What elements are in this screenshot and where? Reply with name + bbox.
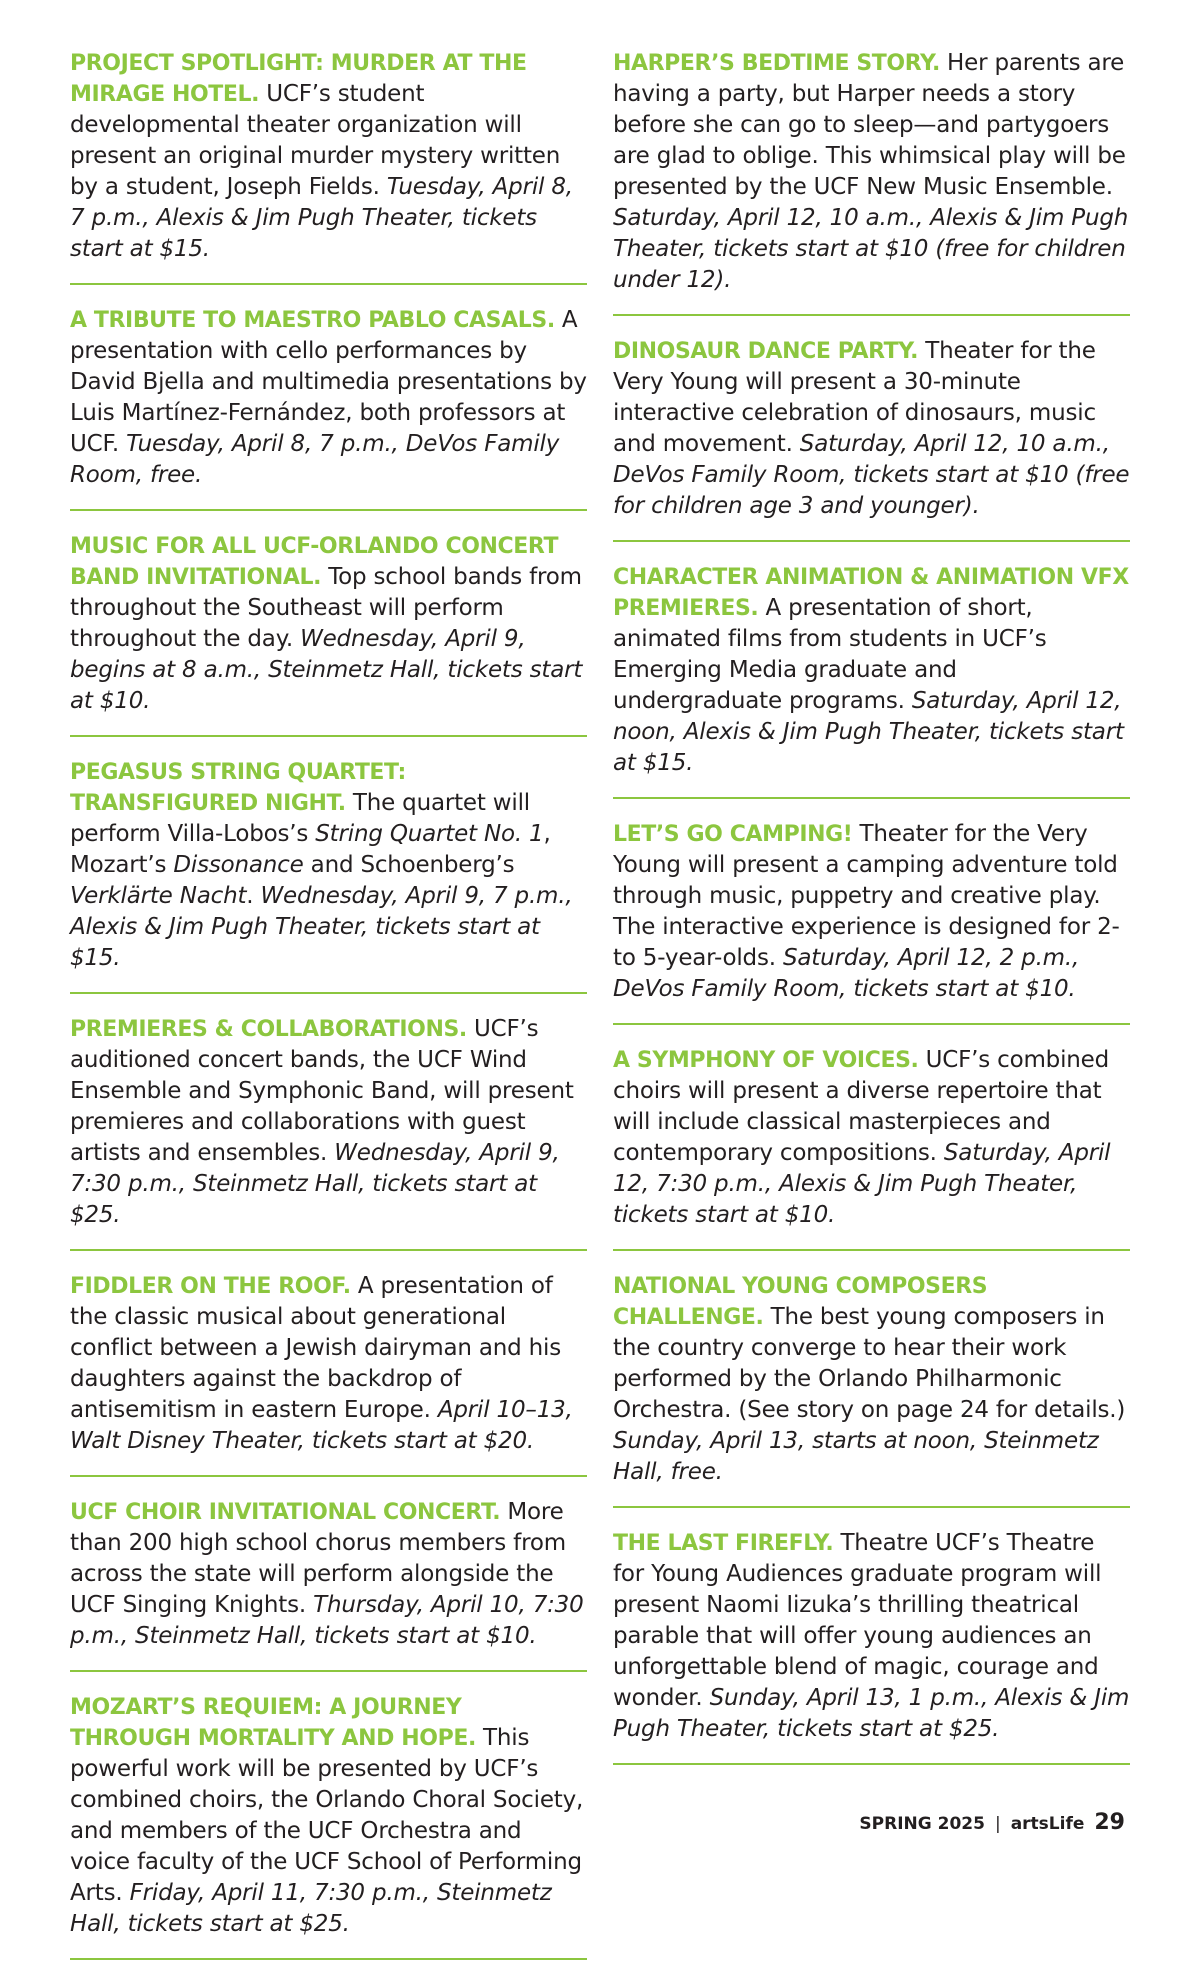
event-title: THE LAST FIREFLY. xyxy=(613,1531,834,1556)
event-details: Wednesday, April 9, 7 p.m., Alexis & Jim Pugh Theater, tickets start at $15. xyxy=(70,883,573,971)
event-description: The best young composers in the country converge to hear their work performed by the Orlando Philharmonic Orchestra. (See story on page 24 for details.) xyxy=(613,1304,1126,1423)
event-entry xyxy=(70,48,587,285)
event-description: UCF’s auditioned concert bands, the UCF Wind Ensemble and Symphonic Band, will present premieres and collaborations with guest artists and ensembles. xyxy=(70,1016,574,1166)
event-details: Friday, April 11, 7:30 p.m., Steinmetz Hall, tickets start at $25. xyxy=(70,1880,552,1937)
issue-label: SPRING 2025 xyxy=(859,1814,985,1834)
event-entry xyxy=(70,1497,587,1672)
event-details: Saturday, April 12, 10 a.m., Alexis & Jim Pugh Theater, tickets start at $10 (free for children under 12). xyxy=(613,205,1129,293)
event-details: Tuesday, April 8, 7 p.m., DeVos Family Room, free. xyxy=(70,431,560,488)
event-entry xyxy=(70,1014,587,1251)
event-title: UCF CHOIR INVITATIONAL CONCERT. xyxy=(70,1500,501,1525)
event-description: , Mozart’s xyxy=(70,821,551,878)
event-description: Theatre UCF’s Theatre for Young Audiences graduate program will present Naomi Iizuka’s thrilling theatrical parable that will offer young audiences an unforgettable blend of magic, courage and wonder. xyxy=(613,1530,1102,1711)
event-entry xyxy=(70,305,587,511)
event-description: . xyxy=(246,883,261,909)
event-title: HARPER’S BEDTIME STORY. xyxy=(613,51,940,76)
event-title: PREMIERES & COLLABORATIONS. xyxy=(70,1017,467,1042)
event-title: DINOSAUR DANCE PARTY. xyxy=(613,339,919,364)
page-number: 29 xyxy=(1094,1810,1125,1835)
event-description: Top school bands from throughout the Southeast will perform throughout the day. xyxy=(70,564,582,652)
event-entry xyxy=(70,1692,587,1960)
event-details: String Quartet No. 1 xyxy=(315,821,544,847)
event-title: FIDDLER ON THE ROOF. xyxy=(70,1274,351,1299)
event-details: Sunday, April 13, starts at noon, Steinmetz Hall, free. xyxy=(613,1428,1099,1485)
event-title: NATIONAL YOUNG COMPOSERS CHALLENGE. xyxy=(613,1274,988,1330)
event-details: Wednesday, April 9, 7:30 p.m., Steinmetz Hall, tickets start at $25. xyxy=(70,1140,560,1228)
event-title: MOZART’S REQUIEM: A JOURNEY THROUGH MORTALITY AND HOPE. xyxy=(70,1695,476,1751)
event-entry xyxy=(613,336,1130,542)
event-details: Verklärte Nacht xyxy=(70,883,247,909)
event-details: Tuesday, April 8, 7 p.m., Alexis & Jim Pugh Theater, tickets start at $15. xyxy=(70,174,573,262)
event-details: Saturday, April 12, noon, Alexis & Jim Pugh Theater, tickets start at $15. xyxy=(613,688,1124,776)
event-title: LET’S GO CAMPING! xyxy=(613,822,853,847)
event-description: Theater for the Very Young will present a 30-minute interactive celebration of dinosaurs, music and movement. xyxy=(613,338,1096,457)
event-entry xyxy=(70,757,587,994)
event-title: PEGASUS STRING QUARTET: TRANSFIGURED NIGHT. xyxy=(70,760,406,816)
event-description: A presentation of short, animated films from students in UCF’s Emerging Media graduate and undergraduate programs. xyxy=(613,595,1047,714)
event-entry xyxy=(613,1528,1130,1765)
event-entry xyxy=(613,48,1130,316)
event-description: UCF’s combined choirs will present a diverse repertoire that will include classical masterpieces and contemporary compositions. xyxy=(613,1047,1109,1166)
event-description: More than 200 high school chorus members from across the state will perform alongside the UCF Singing Knights. xyxy=(70,1499,566,1618)
event-entry xyxy=(613,819,1130,1025)
event-details: Wednesday, April 9, begins at 8 a.m., Steinmetz Hall, tickets start at $10. xyxy=(70,626,583,714)
event-description: Theater for the Very Young will present a camping adventure told through music, puppetry and creative play. The interactive experience is designed for 2- to 5-year-olds. xyxy=(613,821,1120,971)
right-column xyxy=(613,48,1130,1980)
event-description: The quartet will perform Villa-Lobos’s xyxy=(70,790,530,847)
event-entry xyxy=(70,1271,587,1477)
event-entry xyxy=(70,531,587,737)
event-details: Thursday, April 10, 7:30 p.m., Steinmetz Hall, tickets start at $10. xyxy=(70,1592,584,1649)
event-details: Saturday, April 12, 10 a.m., DeVos Family Room, tickets start at $10 (free for children age 3 and younger). xyxy=(613,431,1130,519)
event-title: A TRIBUTE TO MAESTRO PABLO CASALS. xyxy=(70,308,555,333)
event-details: Saturday, April 12, 7:30 p.m., Alexis & Jim Pugh Theater, tickets start at $10. xyxy=(613,1140,1111,1228)
event-title: A SYMPHONY OF VOICES. xyxy=(613,1048,919,1073)
event-details: Dissonance xyxy=(173,852,304,878)
page-footer xyxy=(859,1810,1125,1835)
event-entry xyxy=(613,1045,1130,1251)
event-description: This powerful work will be presented by UCF’s combined choirs, the Orlando Choral Society, and members of the UCF Orchestra and voice faculty of the UCF School of Performing Arts. xyxy=(70,1725,584,1906)
event-details: Sunday, April 13, 1 p.m., Alexis & Jim Pugh Theater, tickets start at $25. xyxy=(613,1685,1130,1742)
event-entry xyxy=(613,562,1130,799)
event-description: A presentation with cello performances by David Bjella and multimedia presentations by Luis Martínez-Fernández, both professors at UCF. xyxy=(70,307,587,457)
event-entry xyxy=(613,1271,1130,1508)
event-details: Saturday, April 12, 2 p.m., DeVos Family Room, tickets start at $10. xyxy=(613,945,1080,1002)
event-title: CHARACTER ANIMATION & ANIMATION VFX PREMIERES. xyxy=(613,565,1129,621)
event-description: A presentation of the classic musical about generational conflict between a Jewish dairyman and his daughters against the backdrop of antisemitism in eastern Europe. xyxy=(70,1273,561,1423)
event-description: Her parents are having a party, but Harper needs a story before she can go to sleep—and partygoers are glad to oblige. This whimsical play will be presented by the UCF New Music Ensemble. xyxy=(613,50,1126,200)
event-description: and Schoenberg’s xyxy=(303,852,515,878)
left-column xyxy=(70,48,587,1980)
publication-name: artsLife xyxy=(1010,1814,1085,1834)
event-description: UCF’s student developmental theater organization will present an original murder mystery written by a student, Joseph Fields. xyxy=(70,81,561,200)
event-title: PROJECT SPOTLIGHT: MURDER AT THE MIRAGE HOTEL. xyxy=(70,51,527,107)
event-details: April 10–13, Walt Disney Theater, tickets start at $20. xyxy=(70,1397,573,1454)
footer-separator: | xyxy=(994,1814,1001,1834)
event-columns xyxy=(70,48,1130,1980)
event-title: MUSIC FOR ALL UCF-ORLANDO CONCERT BAND INVITATIONAL. xyxy=(70,534,559,590)
